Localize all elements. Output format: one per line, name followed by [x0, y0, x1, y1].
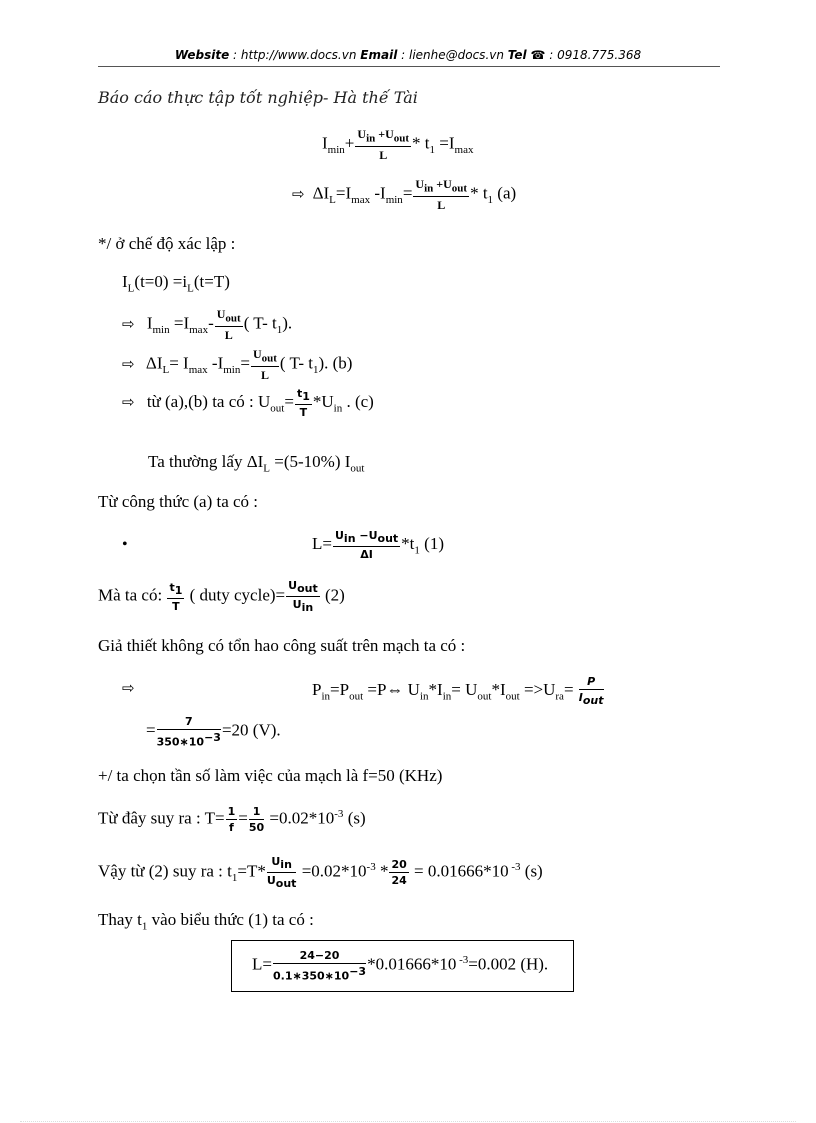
period-equation: Từ đây suy ra : T= $\frac{1}{f}$ = $\frac{1}{50}$ $=0.02*10^{-3}$ (s) — [98, 805, 366, 834]
header-rule — [98, 66, 720, 67]
equation-l-1: L= $\frac{U_{in} -U_{out}}{\Delta I}$ $*t_1$ (1) — [312, 529, 444, 562]
duty-cycle-equation: Mà ta có: $\frac{t_1}{T}$ ( duty cycle)= $\frac{U_{out}}{U_{in}}$ (2) — [98, 579, 345, 615]
lossless-assumption: Giả thiết không có tổn hao công suất trên mạch ta có : — [98, 636, 466, 655]
implies-arrow-icon: ⇨ — [122, 393, 135, 411]
document-subtitle: Báo cáo thực tập tốt nghiệp- Hà thế Tài — [98, 88, 418, 107]
t1-equation: Vậy từ (2) suy ra : $t_1=T*$ $\frac{U_{in}}{U_{out}}$ $=0.02*10^{-3}$ * $\frac{20}{24}$ = 0.01666*10 $^{-3}$ (s) — [98, 855, 543, 891]
website-value: : http://www.docs.vn — [229, 48, 361, 62]
frequency-choice: +/ ta chọn tần số làm việc của mạch là f=50 (KHz) — [98, 766, 443, 785]
implies-arrow-icon: ⇨ — [122, 314, 135, 333]
tel-value: : 0918.775.368 — [545, 48, 642, 62]
page-header — [0, 48, 816, 62]
email-label: Email — [360, 48, 398, 62]
substitute-t1: Thay $t_1$ vào biểu thức (1) ta có : — [98, 910, 314, 933]
implies-arrow-icon: ⇨ — [292, 184, 305, 203]
implies-arrow-icon: ⇨ — [122, 679, 135, 697]
from-formula-a: Từ công thức (a) ta có : — [98, 492, 259, 511]
implies-arrow-icon: ⇨ — [122, 354, 135, 373]
ripple-assumption: Ta thường lấy $\Delta I_L =(5-10\%)$ $I_{out}$ — [148, 452, 365, 475]
bullet-icon: • — [122, 536, 128, 553]
equation-imax: $I_{min}+$ $\frac{U_{in} +U_{out}}{L}$ * $t_1 =I_{max}$ — [322, 127, 474, 163]
section-steady-state: */ ở chế độ xác lập : — [98, 234, 236, 253]
equation-imin: ⇨ $I_{min} =I_{max}-$ $\frac{U_{out}}{L}$ ( T- $t_1$). — [122, 307, 293, 343]
equation-uout-c: ⇨ từ (a),(b) ta có : $U_{out}=$ $\frac{t_1}{T}$ $*U_{in}$ . (c) — [122, 387, 374, 420]
email-value: : lienhe@docs.vn — [397, 48, 508, 62]
website-label: Website — [174, 48, 230, 62]
power-balance-equation: $P_{in}=P_{out}$ =P⇔ $U_{in}*I_{in}= U_{out}*I_{out} =>U_{ra}=$ $\frac{P}{I_{out}}$ — [312, 675, 604, 708]
equation-il-periodic: $I_L(t=0) =i_L(t=T)$ — [122, 272, 230, 295]
inductance-result: L= $\frac{24-20}{0.1∗350∗10^{-3}}$ *0.01666*10 $^{-3}$=0.002 (H). — [252, 949, 549, 983]
output-voltage-result: = $\frac{7}{350∗10^{-3}}$ =20 (V). — [146, 715, 281, 749]
page-bottom-border — [20, 1121, 796, 1122]
tel-label: Tel — [507, 48, 527, 62]
equation-delta-il-a: ⇨ $\Delta I_L=I_{max}$ $-I_{min}=$ $\frac{U_{in} +U_{out}}{L}$ * $t_1$ (a) — [292, 177, 517, 213]
phone-icon: ☎ — [530, 48, 546, 62]
equation-delta-il-b: ⇨ $\Delta I_L= I_{max}$ $-I_{min}=$ $\frac{U_{out}}{L}$ ( T- $t_1$). (b) — [122, 347, 353, 383]
